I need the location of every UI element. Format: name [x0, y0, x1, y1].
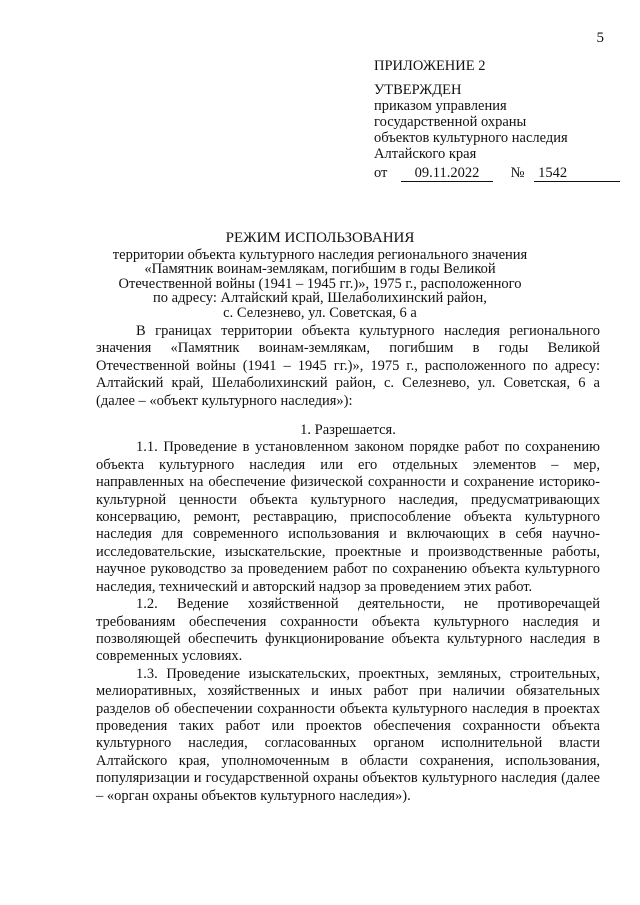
- appendix-block: [374, 58, 614, 182]
- approval-line-1: приказом управления: [374, 98, 507, 114]
- order-number: 1542: [534, 165, 620, 182]
- number-label: №: [510, 165, 525, 181]
- appendix-title: ПРИЛОЖЕНИЕ 2: [374, 58, 486, 74]
- document-title-block: [40, 231, 600, 320]
- order-date: 09.11.2022: [401, 165, 493, 182]
- item-1-1: 1.1. Проведение в установленном законом порядке работ по сохранению объекта культурного наследия или его отдельных элементов – мер, направленных на обеспечение физической сохранности и сохранение историко-культурной ценности объекта культурного наследия, предусматривающих консервацию, ремонт, реставрацию, приспособление объекта культурного наследия для современного использования и включающих в себя научно-исследовательские, изыскательские, проектные и производственные работы, научное руководство за проведением работ по сохранению объекта культурного наследия, технический и авторский надзор за проведением этих работ.: [96, 439, 600, 595]
- approval-line-3: объектов культурного наследия: [374, 130, 568, 146]
- approved-label: УТВЕРЖДЕН: [374, 82, 462, 98]
- intro-paragraph: В границах территории объекта культурного наследия регионального значения «Памятник воинам-землякам, погибшим в годы Великой Отечественной войны (1941 – 1945 гг.)», 1975 г., расположенного по адресу: Алтайский край, Шелаболихинский район, с. Селезнево, ул. Советская, 6 а (далее – «объект культурного наследия»):: [96, 323, 600, 409]
- title-line-2: «Памятник воинам-землякам, погибшим в годы Великой: [144, 261, 496, 277]
- title-line-5: с. Селезнево, ул. Советская, 6 а: [223, 304, 417, 321]
- title-line-4: по адресу: Алтайский край, Шелаболихинский район,: [153, 290, 487, 306]
- title-line-1: территории объекта культурного наследия регионального значения: [112, 246, 528, 263]
- section-title: 1. Разрешается.: [300, 422, 396, 439]
- document-title: РЕЖИМ ИСПОЛЬЗОВАНИЯ: [225, 230, 415, 246]
- document-body: [96, 323, 600, 805]
- title-line-3: Отечественной войны (1941 – 1945 гг.)», 1975 г., расположенного: [118, 275, 522, 292]
- item-1-2: 1.2. Ведение хозяйственной деятельности, не противоречащей требованиям обеспечения сохранности объекта культурного наследия и позволяющей обеспечить функционирование объекта культурного наследия в современных условиях.: [96, 596, 600, 665]
- approval-line-4: Алтайского края: [374, 146, 477, 162]
- page-number: 5: [596, 30, 604, 46]
- order-date-number: [374, 165, 614, 182]
- approval-line-2: государственной охраны: [374, 114, 527, 130]
- item-1-3: 1.3. Проведение изыскательских, проектных, земляных, строительных, мелиоративных, хозяйственных и иных работ при наличии обязательных разделов об обеспечении сохранности объекта культурного наследия в проектах проведения таких работ или проектов обеспечения сохранности объекта культурного наследия, согласованных органом исполнительной власти Алтайского края, уполномоченным в области сохранения, использования, популяризации и государственной охраны объектов культурного наследия (далее – «орган охраны объектов культурного наследия»).: [96, 665, 600, 804]
- from-label: от: [374, 165, 388, 181]
